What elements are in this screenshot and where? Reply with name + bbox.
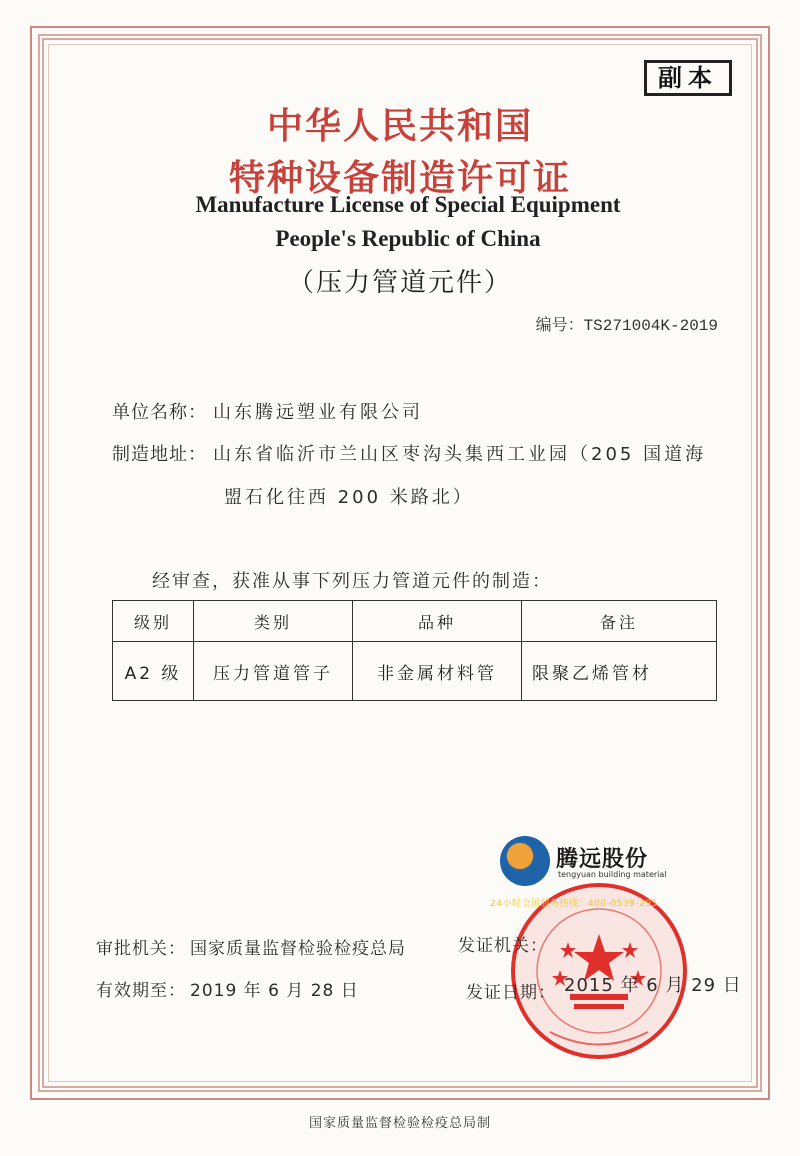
address-label: 制造地址： xyxy=(112,444,207,465)
cell-variety: 非金属材料管 xyxy=(353,642,522,701)
title-en-line1: Manufacture License of Special Equipment xyxy=(195,192,621,217)
scope-table xyxy=(112,600,717,701)
issue-date-row xyxy=(466,978,556,1003)
title-cn-line1: 中华人民共和国 xyxy=(266,106,533,147)
issue-date-label: 发证日期： xyxy=(466,983,556,1003)
logo-subtitle: tengyuan building material xyxy=(558,870,667,879)
logo-name: 腾远股份 xyxy=(556,847,649,872)
serial-label: 编号： xyxy=(535,315,584,334)
approval-authority-label: 审批机关： xyxy=(96,939,186,959)
cell-category: 压力管道管子 xyxy=(194,642,353,701)
header-level: 级别 xyxy=(113,601,194,642)
title-en-line2: People's Republic of China xyxy=(275,226,541,251)
unit-name-label: 单位名称： xyxy=(112,402,207,423)
valid-until-label: 有效期至： xyxy=(96,981,186,1001)
address-row xyxy=(112,440,706,466)
table-row xyxy=(113,642,717,701)
title-cn-line2: 特种设备制造许可证 xyxy=(228,158,571,199)
approval-authority-row xyxy=(96,934,406,959)
serial-value: TS271004K-2019 xyxy=(583,317,718,335)
valid-until-row xyxy=(96,976,359,1001)
address-line1: 山东省临沂市兰山区枣沟头集西工业园（205 国道海 xyxy=(213,444,707,465)
serial-number xyxy=(536,312,718,335)
unit-name-value: 山东腾远塑业有限公司 xyxy=(213,402,423,423)
logo-mark-icon xyxy=(500,836,550,886)
scope-header-row xyxy=(113,601,717,642)
unit-name-row xyxy=(112,398,423,424)
approval-text: 经审查，获准从事下列压力管道元件的制造： xyxy=(152,571,552,592)
header-remark: 备注 xyxy=(522,601,717,642)
header-variety: 品种 xyxy=(353,601,522,642)
issue-date-value: 2015 年 6 月 29 日 xyxy=(564,975,742,996)
address-line2: 盟石化往西 200 米路北） xyxy=(224,487,474,508)
address-row-2 xyxy=(224,483,474,509)
company-logo xyxy=(500,836,670,894)
subtitle: （压力管道元件） xyxy=(287,268,512,298)
printer-line: 国家质量监督检验检疫总局制 xyxy=(308,1116,491,1131)
approval-authority-value: 国家质量监督检验检疫总局 xyxy=(190,939,406,959)
copy-stamp: 副本 xyxy=(644,60,732,96)
issuing-authority-row xyxy=(458,931,548,956)
header-category: 类别 xyxy=(194,601,353,642)
cell-level: A2 级 xyxy=(113,642,194,701)
valid-until-value: 2019 年 6 月 28 日 xyxy=(190,981,359,1001)
cell-remark: 限聚乙烯管材 xyxy=(522,642,717,701)
hotline-watermark: 24小时全国服务热线：400-0539-295 xyxy=(490,899,658,909)
issuing-authority-label: 发证机关： xyxy=(458,936,548,956)
